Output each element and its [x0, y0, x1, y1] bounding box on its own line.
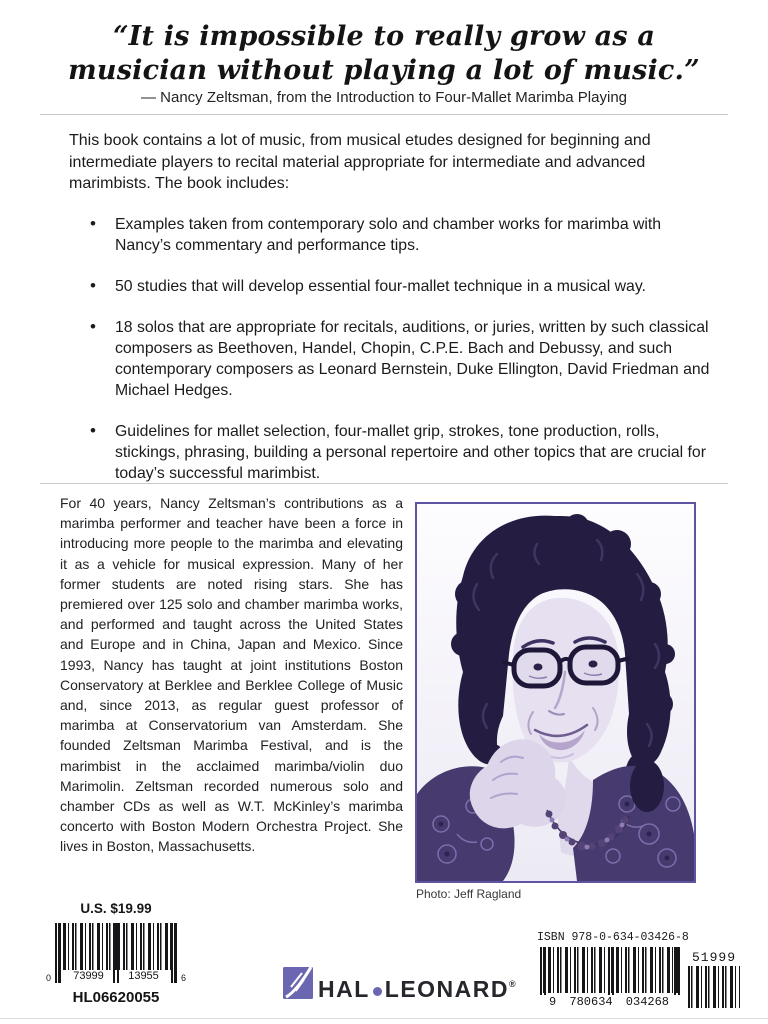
publisher-logo — [283, 966, 516, 1003]
list-item — [69, 317, 715, 401]
list-item-text: 50 studies that will develop essential four-mallet technique in a musical way. — [115, 278, 646, 295]
barcode-guard — [175, 923, 177, 983]
brand-hal: HAL — [318, 976, 370, 1003]
price-code: 51999 — [691, 950, 736, 965]
hal-leonard-mark-icon — [283, 966, 313, 1000]
brand-leonard: LEONARD — [384, 976, 510, 1003]
barcode-guard — [117, 923, 119, 983]
features-list — [69, 214, 715, 504]
list-item — [69, 421, 715, 484]
pull-quote — [0, 20, 768, 88]
upc-trail-digit: 6 — [180, 973, 186, 983]
registered-mark: ® — [509, 979, 516, 990]
barcode-guard — [55, 923, 57, 983]
pull-quote-line2: musician without playing a lot of music.” — [68, 55, 700, 86]
bullet-icon: • — [90, 214, 96, 233]
upc-lead-digit: 0 — [46, 973, 52, 983]
bullet-icon: • — [90, 317, 96, 336]
isbn-digits: 9 780634 034268 — [536, 995, 682, 1008]
price-label: U.S. $19.99 — [80, 901, 152, 916]
author-bio: For 40 years, Nancy Zeltsman’s contributions as a marimba performer and teacher have been a force in introducing more people to the marimba and elevating it as a vehicle for musical expression. Many of her former students are noted rising stars. She has premiered over 125 solo and chamber marimba works, and performed and taught across the United States and Europe and in China, Japan and Mexico. Since 1993, Nancy has taught at joint institutions Boston Conservatory at Berklee and Berklee College of Music and, since 2013, as regular guest professor of marimba at Conservatorium van Amsterdam. She founded Zeltsman Marimba Festival, and is the marimbist in the acclaimed marimba/violin duo Marimolin. Zeltsman recorded numerous solo and chamber CDs as well as W.T. McKinley’s marimba concerto with Boston Modern Orchestra Project. She lives in Boston, Massachusetts. — [60, 495, 403, 855]
bullet-icon: • — [90, 421, 96, 440]
list-item-text: Guidelines for mallet selection, four-mallet grip, strokes, tone production, rolls, stickings, phrasing, building a personal repertoire and other topics that are crucial for today’s successful marimbist. — [115, 423, 706, 482]
pull-quote-line1: “It is impossible to really grow as a — [112, 21, 656, 52]
quote-attribution: — Nancy Zeltsman, from the Introduction to Four-Mallet Marimba Playing — [140, 89, 627, 106]
portrait-illustration — [417, 504, 694, 881]
list-item — [69, 214, 715, 256]
page-edge-line — [0, 1018, 768, 1019]
photo-credit: Photo: Jeff Ragland — [416, 887, 522, 901]
list-item-text: Examples taken from contemporary solo and chamber works for marimba with Nancy’s commentary and performance tips. — [115, 216, 662, 254]
upc-group2: 13955 — [116, 970, 171, 983]
barcode-bars — [688, 966, 740, 1008]
divider-middle — [40, 483, 728, 484]
upc-barcode — [46, 923, 186, 983]
barcode-guard — [59, 923, 61, 983]
divider-top — [40, 114, 728, 115]
list-item — [69, 276, 715, 297]
brand-dot-icon — [373, 987, 382, 996]
list-item-text: 18 solos that are appropriate for recitals, auditions, or juries, written by such classical composers as Beethoven, Handel, Chopin, C.P.E. Bach and Debussy, and such contemporary composers as Leonard Bernstein, Duke Ellington, David Friedman and Michael Hedges. — [115, 319, 710, 399]
bullet-icon: • — [90, 276, 96, 295]
barcode-digits — [61, 970, 171, 983]
isbn-barcode — [536, 947, 682, 1008]
isbn-label: ISBN 978-0-634-03426-8 — [537, 931, 689, 944]
price-code-barcode — [688, 950, 740, 1008]
barcode-guard — [171, 923, 173, 983]
intro-paragraph: This book contains a lot of music, from musical etudes designed for beginning and intermediate players to recital material appropriate for intermediate and advanced marimbists. The book includes: — [69, 132, 651, 192]
author-photo — [415, 502, 696, 883]
catalog-number: HL06620055 — [72, 989, 160, 1006]
barcode-guard — [113, 923, 115, 983]
publisher-wordmark — [318, 976, 516, 1003]
upc-group1: 73999 — [61, 970, 116, 983]
